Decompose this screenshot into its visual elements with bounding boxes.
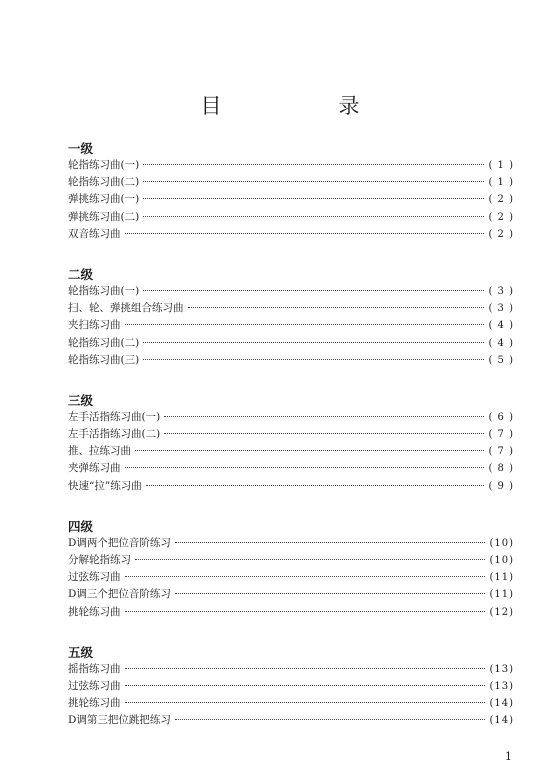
entry-page: ( 4 ) bbox=[488, 320, 514, 332]
toc-entry[interactable] bbox=[68, 569, 514, 586]
toc-entry[interactable] bbox=[68, 409, 514, 426]
entry-label: 左手活指练习曲(二) bbox=[68, 428, 161, 441]
toc-entry[interactable] bbox=[68, 460, 514, 477]
toc-entry[interactable] bbox=[68, 586, 514, 603]
toc-entry[interactable] bbox=[68, 283, 514, 300]
table-of-contents bbox=[68, 140, 514, 753]
dot-leader bbox=[164, 433, 484, 434]
entry-label: 扫、轮、弹挑组合练习曲 bbox=[68, 302, 184, 315]
entry-label: 推、拉练习曲 bbox=[68, 445, 131, 458]
toc-section-level-1 bbox=[68, 140, 514, 243]
entry-page: ( 9 ) bbox=[488, 480, 514, 492]
entry-label: 挑轮练习曲 bbox=[68, 697, 121, 710]
section-heading: 五级 bbox=[68, 644, 94, 660]
entry-page: ( 6 ) bbox=[488, 411, 514, 423]
toc-entry[interactable] bbox=[68, 191, 514, 208]
entry-label: 双音练习曲 bbox=[68, 227, 121, 240]
toc-entry[interactable] bbox=[68, 535, 514, 552]
entry-page: (11) bbox=[489, 589, 514, 601]
page-number: 1 bbox=[505, 750, 512, 763]
section-heading: 一级 bbox=[68, 141, 94, 156]
toc-entry[interactable] bbox=[68, 478, 514, 495]
toc-entry[interactable] bbox=[68, 604, 514, 621]
entry-page: (14) bbox=[489, 715, 514, 727]
entry-label: 挑轮练习曲 bbox=[68, 605, 121, 618]
dot-leader bbox=[175, 593, 486, 594]
entry-label: 左手活指练习曲(一) bbox=[68, 410, 161, 423]
entry-label: 摇指练习曲 bbox=[68, 662, 121, 675]
toc-entry[interactable] bbox=[68, 209, 514, 226]
dot-leader bbox=[143, 342, 484, 343]
entry-page: (13) bbox=[489, 680, 514, 692]
toc-entry[interactable] bbox=[68, 157, 514, 174]
entry-page: ( 7 ) bbox=[488, 446, 514, 458]
entry-label: 快速“拉”练习曲 bbox=[68, 479, 142, 492]
dot-leader bbox=[143, 198, 484, 199]
toc-entry[interactable] bbox=[68, 352, 514, 369]
entry-page: (10) bbox=[489, 537, 514, 549]
toc-entry[interactable] bbox=[68, 226, 514, 243]
entry-page: ( 3 ) bbox=[488, 303, 514, 315]
dot-leader bbox=[143, 164, 484, 165]
entry-page: ( 1 ) bbox=[488, 160, 514, 171]
toc-entry[interactable] bbox=[68, 426, 514, 443]
entry-page: ( 1 ) bbox=[488, 177, 514, 189]
toc-entry[interactable] bbox=[68, 695, 514, 712]
toc-entry[interactable] bbox=[68, 317, 514, 334]
entry-page: ( 8 ) bbox=[488, 463, 514, 475]
toc-entry[interactable] bbox=[68, 552, 514, 569]
toc-entry[interactable] bbox=[68, 678, 514, 695]
toc-section-level-4 bbox=[68, 518, 514, 621]
entry-page: ( 2 ) bbox=[488, 228, 514, 240]
toc-section-level-5 bbox=[68, 644, 514, 730]
toc-entry[interactable] bbox=[68, 300, 514, 317]
dot-leader bbox=[175, 719, 486, 720]
page-title: 目 录 bbox=[200, 94, 408, 118]
toc-entry[interactable] bbox=[68, 174, 514, 191]
entry-label: 夹弹练习曲 bbox=[68, 462, 121, 475]
dot-leader bbox=[135, 559, 485, 560]
entry-page: ( 2 ) bbox=[488, 211, 514, 223]
entry-page: ( 7 ) bbox=[488, 429, 514, 441]
entry-label: 过弦练习曲 bbox=[68, 679, 121, 692]
dot-leader bbox=[143, 290, 484, 291]
dot-leader bbox=[135, 450, 484, 451]
entry-page: (10) bbox=[489, 555, 514, 566]
entry-label: D调三个把位音阶练习 bbox=[68, 588, 171, 601]
entry-label: D调两个把位音阶练习 bbox=[68, 536, 171, 549]
entry-page: ( 5 ) bbox=[488, 354, 514, 366]
section-heading: 三级 bbox=[68, 392, 94, 408]
dot-leader bbox=[125, 668, 486, 669]
entry-page: (11) bbox=[489, 572, 514, 584]
dot-leader bbox=[143, 216, 484, 217]
entry-label: 轮指练习曲(三) bbox=[68, 353, 140, 366]
entry-label: 弹挑练习曲(一) bbox=[68, 193, 140, 206]
entry-label: 轮指练习曲(一) bbox=[68, 159, 140, 171]
dot-leader bbox=[146, 485, 485, 486]
section-heading: 二级 bbox=[68, 266, 94, 282]
entry-label: 分解轮指练习 bbox=[68, 554, 131, 566]
entry-page: ( 3 ) bbox=[488, 285, 514, 297]
entry-label: 夹扫练习曲 bbox=[68, 319, 121, 332]
entry-label: 过弦练习曲 bbox=[68, 571, 121, 584]
dot-leader bbox=[125, 685, 486, 686]
dot-leader bbox=[125, 233, 485, 234]
entry-label: 弹挑练习曲(二) bbox=[68, 210, 140, 223]
toc-section-level-3 bbox=[68, 392, 514, 495]
entry-label: 轮指练习曲(二) bbox=[68, 176, 140, 189]
entry-page: (12) bbox=[489, 606, 514, 618]
dot-leader bbox=[125, 467, 485, 468]
entry-label: 轮指练习曲(一) bbox=[68, 284, 140, 297]
toc-section-level-2 bbox=[68, 266, 514, 369]
dot-leader bbox=[188, 307, 485, 308]
entry-page: (14) bbox=[489, 698, 514, 710]
dot-leader bbox=[143, 359, 484, 360]
toc-entry[interactable] bbox=[68, 443, 514, 460]
dot-leader bbox=[125, 324, 485, 325]
entry-page: ( 4 ) bbox=[488, 337, 514, 349]
dot-leader bbox=[125, 576, 486, 577]
toc-entry[interactable] bbox=[68, 712, 514, 729]
toc-entry[interactable] bbox=[68, 661, 514, 678]
dot-leader bbox=[164, 416, 484, 417]
dot-leader bbox=[175, 542, 486, 543]
entry-label: D调第三把位跳把练习 bbox=[68, 714, 171, 727]
entry-page: (13) bbox=[489, 663, 514, 675]
section-heading: 四级 bbox=[68, 518, 94, 534]
entry-page: ( 2 ) bbox=[488, 194, 514, 206]
dot-leader bbox=[125, 611, 486, 612]
dot-leader bbox=[125, 702, 486, 703]
dot-leader bbox=[143, 181, 484, 182]
entry-label: 轮指练习曲(二) bbox=[68, 336, 140, 349]
toc-entry[interactable] bbox=[68, 335, 514, 352]
